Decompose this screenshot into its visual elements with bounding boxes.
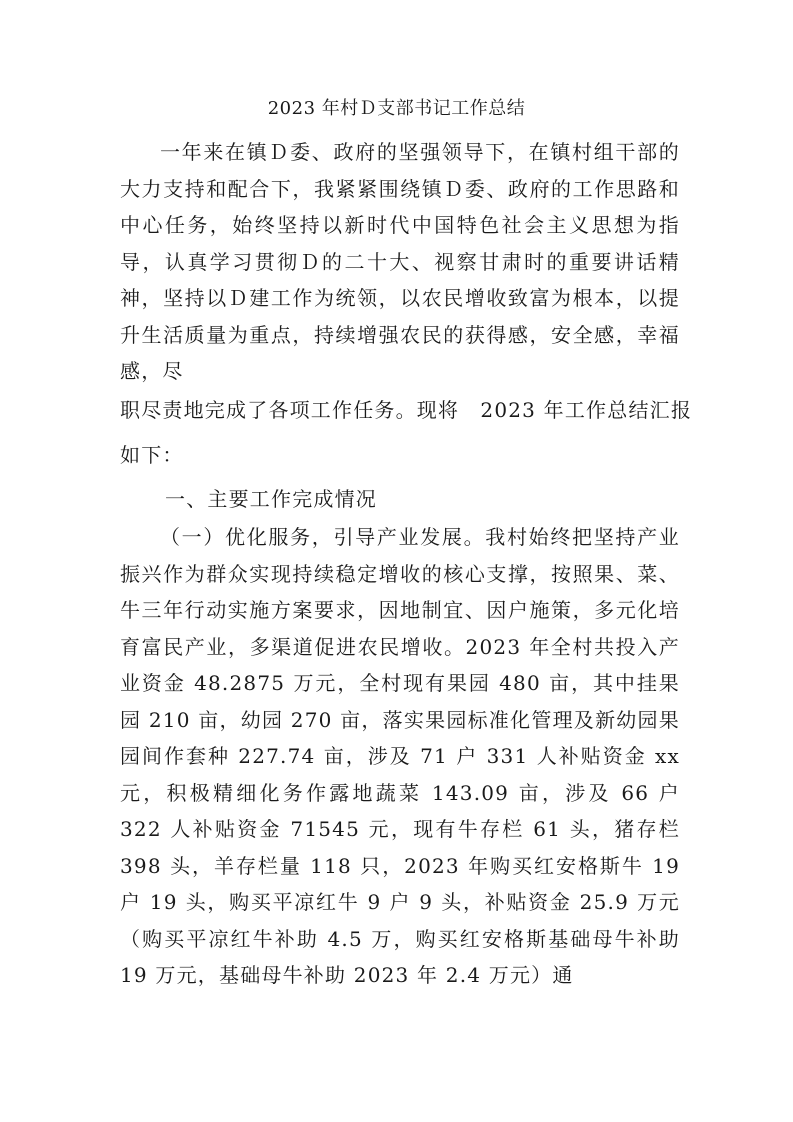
section-body-paragraph: （一）优化服务，引导产业发展。我村始终把坚持产业振兴作为群众实现持续稳定增收的核心支撑，按照果、菜、牛三年行动实施方案要求，因地制宜、因户施策，多元化培育富民产业，多渠道促进农民增收。2023 年全村共投入产业资金 48.2875 万元，全村现有果园 480 亩，其中挂果园 210 亩，幼园 270 亩，落实果园标准化管理及新幼园果园间作套种 227.74 亩，涉及 71 户 331 人补贴资金 xx 元，积极精细化务作露地蔬菜 143.09 亩，涉及 66 户 322 人补贴资金 71545 元，现有牛存栏 61 头，猪存栏 398 头，羊存栏量 118 只，2023 年购买红安格斯牛 19 户 19 头，购买平凉红牛 9 户 9 头，补贴资金 25.9 万元（购买平凉红牛补助 4.5 万，购买红安格斯基础母牛补助 19 万元，基础母牛补助 2023 年 2.4 万元）通 [120,525,680,987]
section-heading: 一、主要工作完成情况 [165,487,377,511]
intro-paragraph-end: 如下： [120,443,184,467]
intro-paragraph: 一年来在镇Ｄ委、政府的坚强领导下，在镇村组干部的大力支持和配合下，我紧紧围绕镇Ｄ委、政府的工作思路和中心任务，始终坚持以新时代中国特色社会主义思想为指导，认真学习贯彻Ｄ的二十大、视察甘肃时的重要讲话精神，坚持以Ｄ建工作为统领，以农民增收致富为根本，以提升生活质量为重点，持续增强农民的获得感，安全感，幸福感，尽 [120,140,680,383]
intro-paragraph-tail: 职尽责地完成了各项工作任务。现将 2023 年工作总结汇报 [120,398,693,422]
document-title: 2023 年村Ｄ支部书记工作总结 [267,98,526,119]
